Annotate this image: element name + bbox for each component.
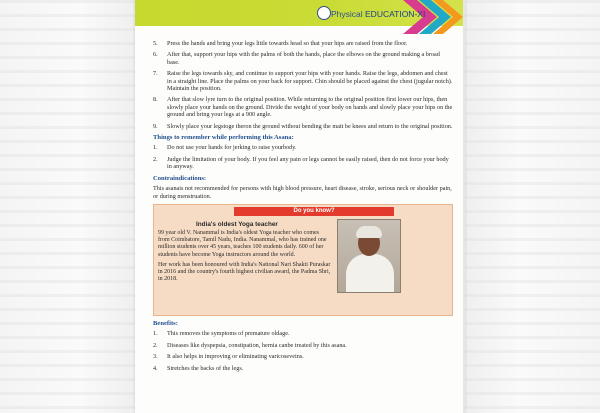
contraindications-heading: Contraindications:	[153, 174, 207, 182]
page-header	[135, 0, 465, 34]
header-title	[331, 9, 425, 19]
remember-list	[153, 144, 453, 170]
item-text: Raise the legs towards sky, and continue to support your hips with your hands. Raise the legs, abdomen and chest in a straight line. Place the palms on your back for support. Chin should be placed against the chest (jugular notch). Maintain the position.	[167, 70, 453, 93]
list-item	[153, 40, 453, 47]
blurred-background-right	[465, 0, 600, 413]
did-you-know-body	[158, 230, 332, 286]
document-page	[135, 0, 465, 413]
item-number: 1.	[153, 144, 158, 152]
steps-list	[153, 40, 453, 130]
item-text: Do not use your hands for jerking to raise yourbody.	[167, 144, 297, 152]
portrait-photo	[337, 219, 401, 293]
item-text: This removes the symptoms of premature oldage.	[167, 330, 290, 338]
remember-heading: Things to remember while performing this Asana:	[153, 134, 294, 142]
list-item	[153, 51, 453, 66]
ncert-logo-icon	[317, 6, 331, 20]
list-item	[153, 330, 453, 337]
item-number: 9.	[153, 122, 158, 130]
item-text: It also helps in improving or eliminating varicoseveins.	[167, 353, 304, 361]
item-text: Stretches the backs of the legs.	[167, 364, 244, 372]
item-number: 5.	[153, 40, 158, 47]
list-item	[153, 342, 453, 349]
item-number: 4.	[153, 364, 158, 372]
did-you-know-label: Do you know?	[234, 207, 394, 216]
benefits-heading: Benefits:	[153, 319, 178, 327]
list-item	[153, 123, 453, 130]
item-number: 2.	[153, 155, 158, 163]
item-text: Slowly place your legstoge theron the ground without bending the matt be knees and return to the original position.	[167, 122, 453, 130]
portrait-hair	[356, 226, 382, 238]
did-you-know-paragraph: 99 year old V. Nanammal is India's oldest Yoga teacher who comes from Coimbatore, Tamil Nadu, India. Nanammal, who has trained one million students over 45 years, teaches 100 students daily. 600 of her students have become Yoga instructors around the world.	[158, 229, 327, 258]
list-item	[153, 144, 453, 151]
item-number: 6.	[153, 51, 158, 59]
item-number: 8.	[153, 96, 158, 104]
list-item	[153, 353, 453, 360]
page-content	[153, 40, 453, 376]
item-number: 1.	[153, 330, 158, 338]
item-text: Diseases like dyspepsia, constipation, hernia canbe treated by this asana.	[167, 341, 347, 349]
did-you-know-paragraph: Her work has been honoured with India's National Nari Shakti Puraskar in 2016 and the country's fourth highest civilian award, the Padma Shri, in 2018.	[158, 261, 331, 283]
list-item	[153, 365, 453, 372]
did-you-know-box	[153, 204, 453, 316]
contraindications-text: This asanais not recommended for persons with high blood pressure, heart disease, stroke, serious neck or shoulder pain, or during menstruation.	[153, 185, 452, 200]
list-item	[153, 70, 453, 92]
benefits-list	[153, 330, 453, 372]
item-text: Judge the limitation of your body. If you feel any pain or legs cannot be easily raised, then do not force your body in anyway.	[167, 155, 449, 171]
header-title-main: EDUCATION-XI	[365, 9, 426, 19]
header-title-prefix: Physical	[331, 9, 366, 19]
item-number: 2.	[153, 341, 158, 349]
item-number: 7.	[153, 70, 158, 78]
did-you-know-title: India's oldest Yoga teacher	[196, 220, 278, 228]
item-text: After that slow lyre turn to the original position. While returning to the original position first lower our hips, then slowly place your hands on the ground. Divide the weight of your body on hands and slowly place your hips on the ground and bring your legs at a 900 angle.	[167, 96, 453, 119]
blurred-background-left	[0, 0, 135, 413]
portrait-body	[346, 254, 394, 293]
page-edge	[463, 0, 465, 413]
item-text: After that, support your hips with the palms of both the hands, place the elbows on the ground making a broad base.	[167, 51, 440, 66]
list-item	[153, 156, 453, 171]
item-number: 3.	[153, 353, 158, 361]
item-text: Press the hands and bring your legs little towards head so that your hips are raised from the floor.	[167, 40, 408, 47]
list-item	[153, 96, 453, 118]
